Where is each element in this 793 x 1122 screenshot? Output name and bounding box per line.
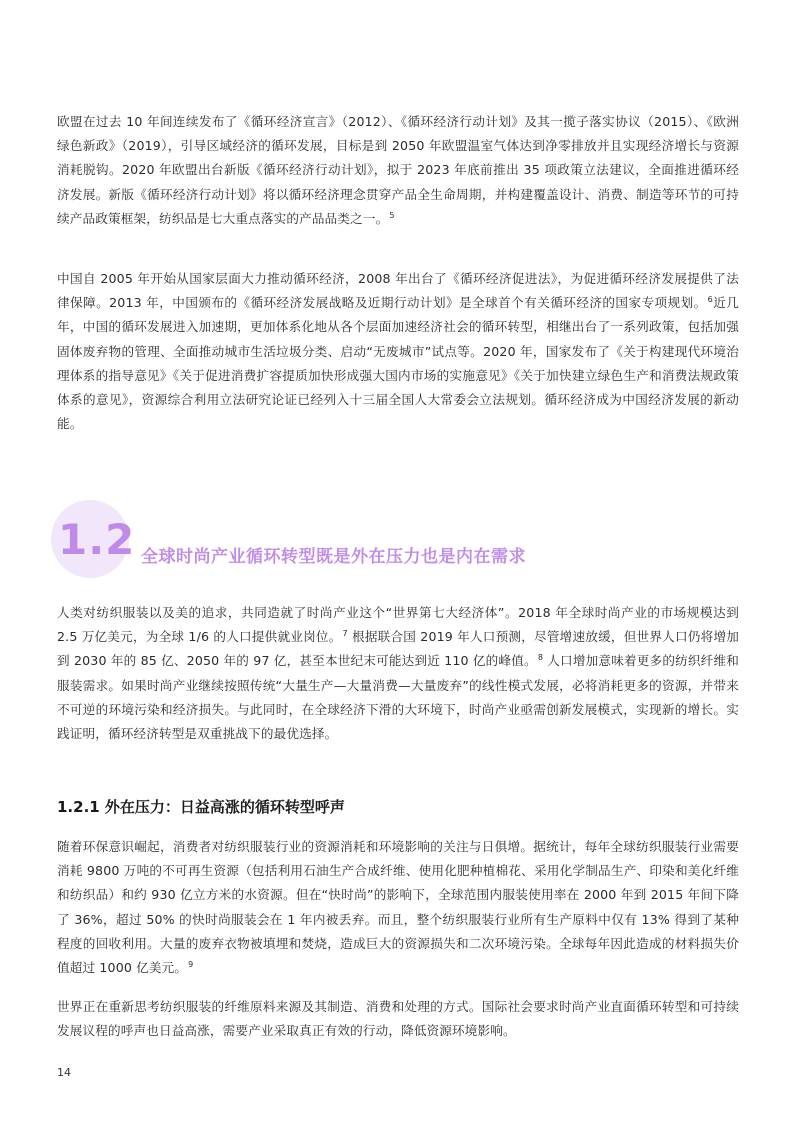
paragraph-text: 中国自 2005 年开始从国家层面大力推动循环经济，2008 年出台了《循环经济促进法》，为促进循环经济发展提供了法律保障。2013 年，中国颁布的《循环经济发展战略及近期行动计划》是全球首个有关循环经济的国家专项规划。 — [57, 271, 739, 311]
subsection-title: 1.2.1 外在压力：日益高涨的循环转型呼声 — [57, 798, 345, 816]
paragraph-china-policy — [57, 267, 739, 436]
paragraph-global-rethink — [57, 995, 739, 1043]
section-number: 1.2 — [58, 515, 136, 564]
paragraph-text: 人口增加意味着更多的纺织纤维和服装需求。如果时尚产业继续按照传统“大量生产—大量消费—大量废弃”的线性模式发展，必将消耗更多的资源，并带来不可逆的环境污染和经济损失。与此同时，在全球经济下滑的大环境下，时尚产业亟需创新发展模式，实现新的增长。实践证明，循环经济转型是双重挑战下的最优选择。 — [57, 653, 739, 742]
paragraph-eu-policy — [57, 110, 739, 231]
paragraph-text: 根据联合国 2019 年人口预测，尽管增速放缓，但世界人口仍将增加到 2030 年的 85 亿、2050 年的 97 亿，甚至本世纪末可能达到近 110 亿的峰值。 — [57, 629, 739, 669]
paragraph-resource-consumption — [57, 835, 739, 980]
footnote-marker[interactable]: 9 — [188, 959, 194, 969]
footnote-marker[interactable]: 8 — [537, 653, 544, 663]
footnote-marker[interactable]: 5 — [389, 210, 395, 220]
section-title: 全球时尚产业循环转型既是外在压力也是内在需求 — [141, 547, 526, 567]
page-number: 14 — [57, 1066, 71, 1079]
paragraph-text: 世界正在重新思考纺织服装的纤维原料来源及其制造、消费和处理的方式。国际社会要求时尚产业直面循环转型和可持续发展议程的呼声也日益高涨，需要产业采取真正有效的行动，降低资源环境影响。 — [57, 999, 739, 1039]
footnote-marker[interactable]: 7 — [342, 629, 348, 639]
paragraph-fashion-economy — [57, 601, 739, 746]
section-heading — [57, 500, 739, 580]
paragraph-text: 随着环保意识崛起，消费者对纺织服装行业的资源消耗和环境影响的关注与日俱增。据统计，每年全球纺织服装行业需要消耗 9800 万吨的不可再生资源（包括利用石油生产合成纤维、使用化肥种植棉花、采用化学制品生产、印染和美化纤维和纺织品）和约 930 亿立方米的水资源。但在“快时尚”的影响下，全球范围内服装使用率在 2000 年到 2015 年间下降了 36%，超过 50% 的快时尚服装会在 1 年内被丢弃。而且，整个纺织服装行业所有生产原料中仅有 13% 得到了某种程度的回收利用。大量的废弃衣物被填埋和焚烧，造成巨大的资源损失和二次环境污染。全球每年因此造成的材料损失价值超过 1000 亿美元。 — [57, 839, 739, 976]
footnote-marker[interactable]: 6 — [707, 295, 713, 305]
paragraph-text: 欧盟在过去 10 年间连续发布了《循环经济宣言》（2012）、《循环经济行动计划》及其一揽子落实协议（2015）、《欧洲绿色新政》（2019），引导区域经济的循环发展，目标是到 2050 年欧盟温室气体达到净零排放并且实现经济增长与资源消耗脱钩。2020 年欧盟出台新版《循环经济行动计划》，拟于 2023 年底前推出 35 项政策立法建议，全面推进循环经济发展。新版《循环经济行动计划》将以循环经济理念贯穿产品全生命周期，并构建覆盖设计、消费、制造等环节的可持续产品政策框架，纺织品是七大重点落实的产品品类之一。 — [57, 114, 739, 226]
paragraph-text: 近几年，中国的循环发展进入加速期，更加体系化地从各个层面加速经济社会的循环转型，相继出台了一系列政策，包括加强固体废弃物的管理、全面推动城市生活垃圾分类、启动“无废城市”试点等。2020 年，国家发布了《关于构建现代环境治理体系的指导意见》《关于促进消费扩容提质加快形成强大国内市场的实施意见》《关于加快建立绿色生产和消费法规政策体系的意见》，资源综合利用立法研究论证已经列入十三届全国人大常委会立法规划。循环经济成为中国经济发展的新动能。 — [57, 295, 739, 432]
paragraph-text: 人类对纺织服装以及美的追求，共同造就了时尚产业这个“世界第七大经济体”。2018 年全球时尚产业的市场规模达到 2.5 万亿美元，为全球 1/6 的人口提供就业岗位。 — [57, 605, 739, 645]
